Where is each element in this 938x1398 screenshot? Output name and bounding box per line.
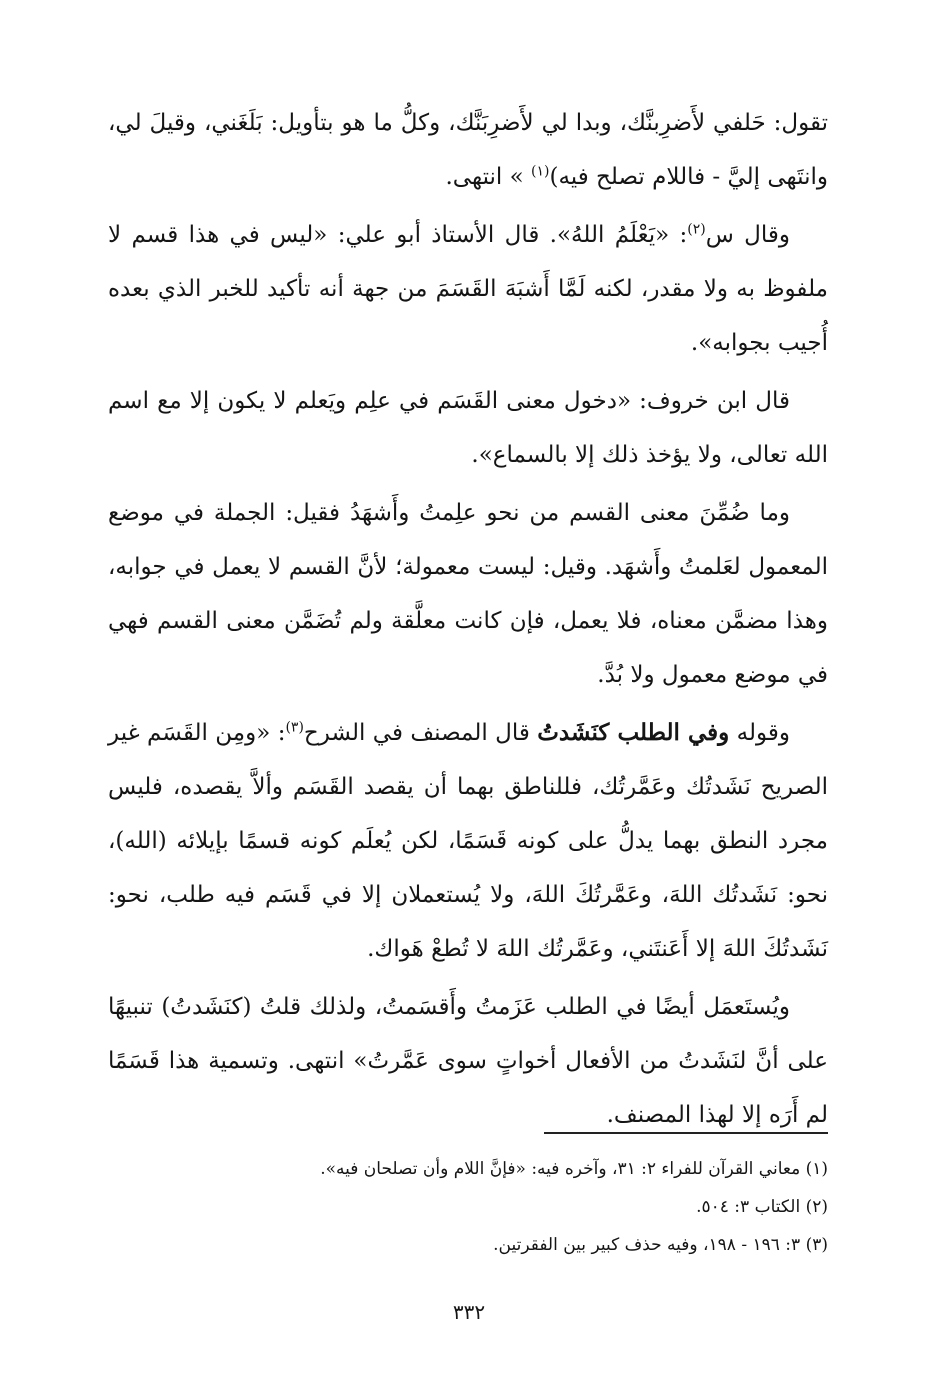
paragraph-3 (108, 374, 828, 482)
footnote-ref-1[interactable]: (١) (531, 163, 550, 180)
footnote-1: (١) معاني القرآن للفراء ٢: ٣١، وآخره فيه: «فإنَّ اللام وأن تصلحان فيه». (320, 1159, 828, 1179)
paragraph-1-text: تقول: حَلفي لأَضرِبنَّك، وبدا لي لأَضرِبَنَّك، وكلُّ ما هو بتأويل: بَلَغَني، وقيلَ لي، وانتَهى إليَّ - فاللام تصلح فيه) (108, 110, 828, 190)
paragraph-5 (108, 706, 828, 976)
footnote-divider (544, 1132, 828, 1134)
paragraph-5-lead: وقوله (729, 720, 790, 746)
footnotes (108, 1150, 828, 1264)
footnote-ref-3[interactable]: (٣) (285, 719, 304, 736)
paragraph-3-text: قال ابن خروف: «دخول معنى القَسَم في علِم ويَعلم لا يكون إلا مع اسم الله تعالى، ولا يؤخذ ذلك إلا بالسماع». (108, 388, 828, 468)
paragraph-2 (108, 208, 828, 370)
paragraph-5-bold-phrase: وفي الطلب كنَشَدتُ (537, 719, 730, 746)
paragraph-5-text: قال المصنف في الشرح (303, 720, 538, 746)
paragraph-2-text: وقال س (705, 222, 790, 248)
paragraph-5-tail: : «ومِن القَسَم غير الصريح نَشَدتُك وعَمَّرتُك، فللناطق بهما أن يقصد القَسَم وألاَّ يقصده، فليس مجرد النطق بهما يدلُّ على كونه قَسَمًا، لكن يُعلَم كونه قسمًا بإيلائه (الله)، نحو: نَشَدتُك اللهَ، وعَمَّرتُكَ اللهَ، ولا يُستعملان إلا في قَسَم فيه طلب، نحو: نَشَدتُكَ اللهَ إلا أَعَنتَني، وعَمَّرتُك اللهَ لا تُطعْ هَواك. (108, 720, 828, 962)
paragraph-4-text: وما ضُمِّنَ معنى القسم من نحو علِمتُ وأَشهَدُ فقيل: الجملة في موضع المعمول لعَلمتُ وأَشهَد. وقيل: ليست معمولة؛ لأنَّ القسم لا يعمل في جوابه، وهذا مضمَّن معناه، فلا يعمل، فإن كانت معلَّقة ولم تُضَمَّن معنى القسم فهي في موضع معمول ولا بُدَّ. (108, 500, 828, 688)
paragraph-1 (108, 96, 828, 204)
paragraph-6 (108, 980, 828, 1142)
paragraph-6-text: ويُستَعمَل أيضًا في الطلب عَزَمتُ وأَقسَمتُ، ولذلك قلتُ (كنَشَدتُ) تنبيهًا على أنَّ لنَشَدتُ من الأفعال أخواتٍ سوى عَمَّرتُ» انتهى. وتسمية هذا قَسَمًا لم أَرَه إلا لهذا المصنف. (108, 994, 828, 1128)
paragraph-2-tail: : «يَعْلَمُ اللهُ». قال الأستاذ أبو علي: «ليس في هذا قسم لا ملفوظ به ولا مقدر، لكنه لَمَّا أَشبَهَ القَسَمَ من جهة أنه تأكيد للخبر الذي بعده أُجيب بجوابه». (108, 222, 828, 356)
page-number: ٣٣٢ (452, 1300, 486, 1324)
main-text (108, 96, 828, 1146)
footnote-ref-2[interactable]: (٢) (687, 221, 706, 238)
paragraph-1-tail: » انتهى. (445, 164, 531, 190)
paragraph-4 (108, 486, 828, 702)
footnote-3: (٣) ٣: ١٩٦ - ١٩٨، وفيه حذف كبير بين الفقرتين. (493, 1235, 828, 1255)
footnote-2: (٢) الكتاب ٣: ٥٠٤. (696, 1197, 828, 1217)
